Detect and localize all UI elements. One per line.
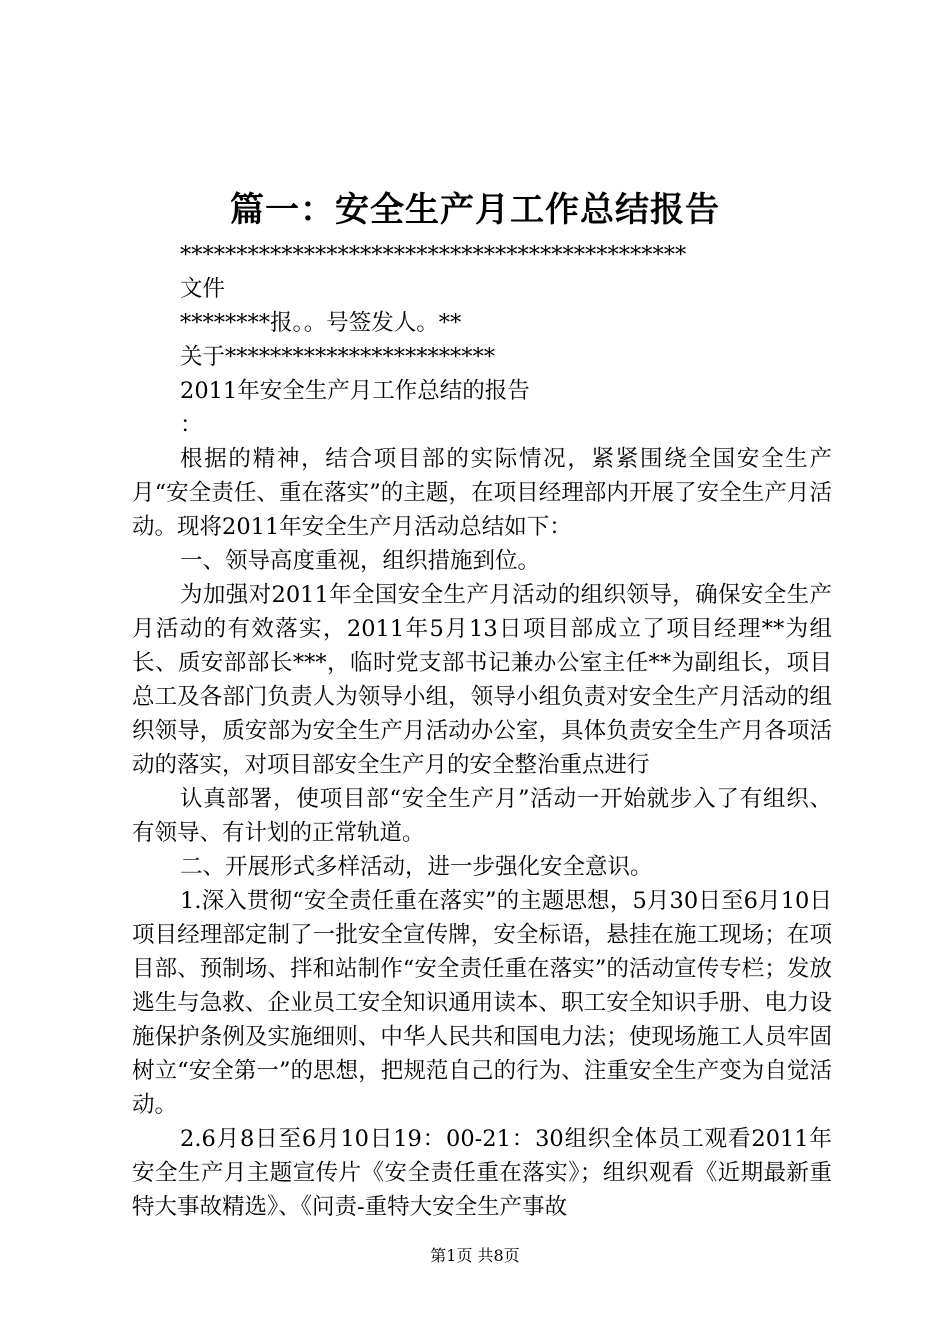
document-body bbox=[132, 238, 832, 1224]
header-report-title: 2011年安全生产月工作总结的报告 bbox=[180, 378, 530, 404]
section-heading-2: 二、开展形式多样活动，进一步强化安全意识。 bbox=[180, 854, 653, 880]
header-document-label: 文件 bbox=[180, 276, 226, 302]
header-colon: ： bbox=[180, 412, 203, 438]
section-heading-1: 一、领导高度重视，组织措施到位。 bbox=[180, 548, 541, 574]
paragraph-item-1: 1.深入贯彻“安全责任重在落实”的主题思想，5月30日至6月10日项目经理部定制了一批安全宣传牌，安全标语，悬挂在施工现场；在项目部、预制场、拌和站制作“安全责任重在落实”的活动宣传专栏；发放逃生与急救、企业员工安全知识通用读本、职工安全知识手册、电力设施保护条例及实施细则、中华人民共和国电力法；使现场施工人员牢固树立“安全第一”的思想，把规范自己的行为、注重安全生产变为自觉活动。 bbox=[132, 888, 832, 1118]
paragraph-organization: 为加强对2011年全国安全生产月活动的组织领导，确保安全生产月活动的有效落实，2011年5月13日项目部成立了项目经理**为组长、质安部部长***，临时党支部书记兼办公室主任**为副组长，项目总工及各部门负责人为领导小组，领导小组负责对安全生产月活动的组织领导，质安部为安全生产月活动办公室，具体负责安全生产月各项活动的落实，对项目部安全生产月的安全整治重点进行 bbox=[132, 582, 832, 778]
document-title: 篇一：安全生产月工作总结报告 bbox=[230, 190, 720, 230]
header-subject-line: 关于************************ bbox=[180, 344, 496, 370]
paragraph-item-2: 2.6月8日至6月10日19：00-21：30组织全体员工观看2011年安全生产月主题宣传片《安全责任重在落实》；组织观看《近期最新重特大事故精选》、《问责-重特大安全生产事故 bbox=[132, 1126, 832, 1220]
header-issuer-line: ********报。。号签发人。** bbox=[180, 310, 462, 336]
header-stars-line: ********************************************* bbox=[180, 242, 687, 268]
paragraph-intro: 根据的精神，结合项目部的实际情况，紧紧围绕全国安全生产月“安全责任、重在落实”的主题，在项目经理部内开展了安全生产月活动。现将2011年安全生产月活动总结如下： bbox=[132, 446, 832, 540]
page-footer: 第1页 共8页 bbox=[430, 1246, 520, 1265]
paragraph-deployment: 认真部署，使项目部“安全生产月”活动一开始就步入了有组织、有领导、有计划的正常轨道。 bbox=[132, 786, 832, 846]
